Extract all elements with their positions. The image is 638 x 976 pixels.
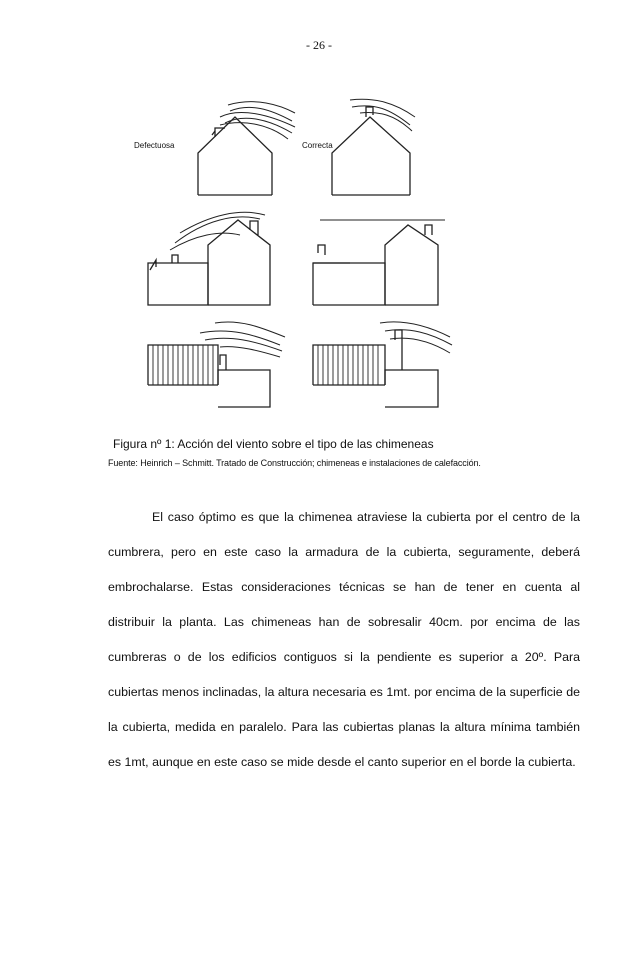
house-correct-2 — [313, 220, 445, 305]
paragraph-line: cubiertas menos inclinadas, la altura necesaria es 1mt. por encima de la superficie de — [108, 685, 580, 699]
paragraph-line: es 1mt, aunque en este caso se mide desde el canto superior en el borde la cubierta. — [108, 755, 576, 769]
paragraph-line: la cubierta, medida en paralelo. Para las cubiertas planas la altura mínima también — [108, 720, 580, 734]
figure-source: Fuente: Heinrich – Schmitt. Tratado de Construcción; chimeneas e instalaciones de calefacción. — [108, 458, 481, 468]
body-paragraph — [108, 500, 580, 780]
paragraph-line: distribuir la planta. Las chimeneas han de sobresalir 40cm. por encima de las — [108, 615, 580, 629]
paragraph-line: embrochalarse. Estas consideraciones técnicas se han de tener en cuenta al — [108, 580, 580, 594]
paragraph-line: El caso óptimo es que la chimenea atraviese la cubierta por el centro de la — [152, 510, 580, 524]
label-defective: Defectuosa — [134, 141, 175, 150]
wind-lines-5 — [380, 322, 452, 353]
house-defective-1 — [198, 117, 272, 195]
building-tall-left — [148, 345, 270, 407]
label-correct: Correcta — [302, 141, 333, 150]
building-tall-right — [313, 330, 438, 407]
wind-lines-1 — [220, 102, 295, 139]
wind-lines-3 — [170, 212, 265, 250]
house-defective-2 — [148, 220, 270, 305]
figure-caption: Figura nº 1: Acción del viento sobre el tipo de las chimeneas — [113, 437, 434, 451]
page-number: - 26 - — [306, 38, 332, 52]
paragraph-line: cumbrera, pero en este caso la armadura de la cubierta, seguramente, deberá — [108, 545, 580, 559]
paragraph-line: cumbreras o de los edificios contiguos si la pendiente es superior a 20º. Para — [108, 650, 580, 664]
chimney-wind-figure — [120, 95, 465, 420]
